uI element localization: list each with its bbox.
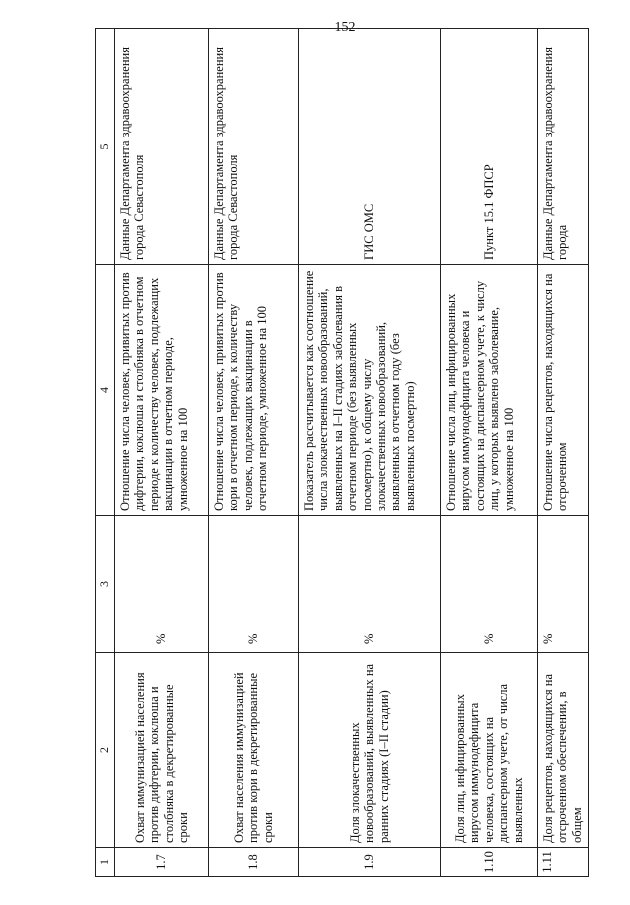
indicator-name: Доля злокачественных новообразований, выявленных на ранних стадиях (I–II стадии): [299, 653, 441, 848]
table-row: [299, 29, 441, 877]
table-row: [441, 29, 538, 877]
row-number: 1.11: [538, 848, 589, 877]
calculation-method: Показатель рассчитывается как соотношение числа злокачественных новообразований, выявленных на I–II стадиях заболевания в отчетном периоде (без выявленных посмертно), к общему числу злокачественных новообразований, выявленных в отчетном году (без выявленных посмертно): [299, 265, 441, 516]
indicators-table: [95, 28, 589, 877]
calculation-method: Отношение числа человек, привитых против дифтерии, коклюша и столбняка в отчетном периоде к количеству человек, подлежащих вакцинации в отчетном периоде, умноженное на 100: [115, 265, 209, 516]
row-number: 1.8: [209, 848, 299, 877]
page-number: 152: [334, 20, 356, 35]
table-row: [538, 29, 589, 877]
calculation-method: Отношение числа человек, привитых против кори в отчетном периоде, к количеству человек, подлежащих вакцинации в отчетном периоде, умноженное на 100: [209, 265, 299, 516]
data-source: Данные Департамента здравоохранения города Севастополя: [209, 29, 299, 265]
header-col-1: 1: [96, 848, 115, 877]
data-source: Данные Департамента здравоохранения города: [538, 29, 589, 265]
data-source: Пункт 15.1 ФПСР: [441, 29, 538, 265]
indicator-name: Доля лиц, инфицированных вирусом иммунодефицита человека, состоящих на диспансерном учете, от числа выявленных: [441, 653, 538, 848]
calculation-method: Отношение числа лиц, инфицированных вирусом иммунодефицита человека и состоящих на диспансерном учете, к числу лиц, у которых выявлено заболевание, умноженное на 100: [441, 265, 538, 516]
unit: %: [299, 516, 441, 653]
row-number: 1.9: [299, 848, 441, 877]
row-number: 1.10: [441, 848, 538, 877]
header-col-4: 4: [96, 265, 115, 516]
data-source: ГИС ОМС: [299, 29, 441, 265]
unit: %: [209, 516, 299, 653]
data-source: Данные Департамента здравоохранения города Севастополя: [115, 29, 209, 265]
rotated-table-container: [95, 47, 584, 877]
indicator-name: Охват иммунизацией населения против дифтерии, коклюша и столбняка в декретированные сроки: [115, 653, 209, 848]
indicator-name: Охват населения иммунизацией против кори в декретированные сроки: [209, 653, 299, 848]
header-col-2: 2: [96, 653, 115, 848]
unit: %: [115, 516, 209, 653]
table-row: [209, 29, 299, 877]
header-col-5: 5: [96, 29, 115, 265]
unit: %: [441, 516, 538, 653]
header-row: [96, 29, 115, 877]
row-number: 1.7: [115, 848, 209, 877]
calculation-method: Отношение числа рецептов, находящихся на отсроченном: [538, 265, 589, 516]
table-row: [115, 29, 209, 877]
unit: %: [538, 516, 589, 653]
indicator-name: Доля рецептов, находящихся на отсроченном обеспечении, в общем: [538, 653, 589, 848]
header-col-3: 3: [96, 516, 115, 653]
